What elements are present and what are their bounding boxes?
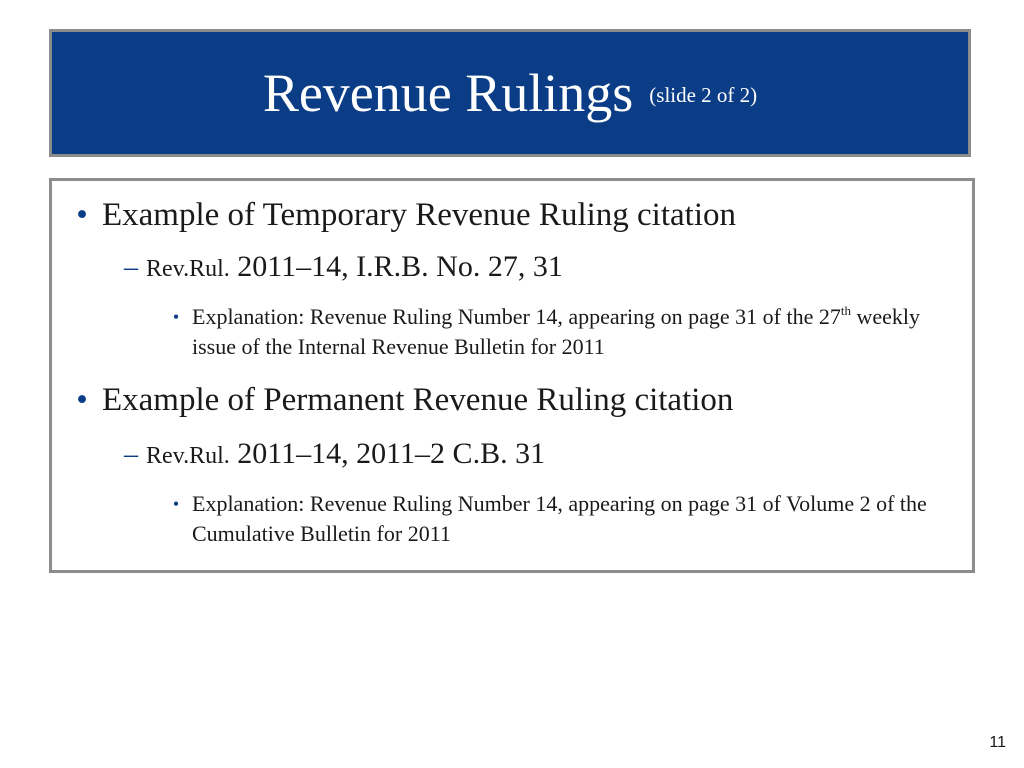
bullet-item-temporary: [62, 195, 736, 235]
bullet-icon: •: [76, 197, 88, 233]
bullet-icon: •: [172, 307, 180, 327]
bullet-text: Example of Temporary Revenue Ruling citation: [102, 197, 736, 233]
dash-icon: –: [124, 439, 138, 470]
citation-text: 2011–14, I.R.B. No. 27, 31: [237, 250, 563, 283]
citation-prefix: Rev.Rul.: [146, 443, 230, 469]
explanation-permanent: [162, 489, 962, 549]
citation-text: 2011–14, 2011–2 C.B. 31: [237, 437, 546, 470]
slide-title: Revenue Rulings: [262, 63, 634, 123]
slide-title-banner: [49, 29, 971, 157]
slide-content: [49, 178, 975, 573]
citation-prefix: Rev.Rul.: [146, 256, 230, 282]
bullet-item-permanent: [62, 380, 733, 420]
bullet-icon: •: [76, 382, 88, 418]
explanation-text: Explanation: Revenue Ruling Number 14, appearing on page 31 of Volume 2 of the Cumulative Bulletin for 2011: [192, 491, 927, 546]
slide-subtitle: (slide 2 of 2): [649, 82, 758, 107]
sub-item-temporary-citation: [116, 248, 563, 288]
bullet-icon: •: [172, 494, 180, 514]
explanation-temporary: [162, 302, 962, 362]
dash-icon: –: [124, 252, 138, 283]
page-number: 11: [989, 734, 1006, 751]
sub-item-permanent-citation: [116, 435, 545, 475]
bullet-text: Example of Permanent Revenue Ruling citation: [102, 382, 734, 418]
explanation-text: Explanation: Revenue Ruling Number 14, appearing on page 31 of the 27th weekly issue of the Internal Revenue Bulletin for 2011: [192, 303, 920, 359]
